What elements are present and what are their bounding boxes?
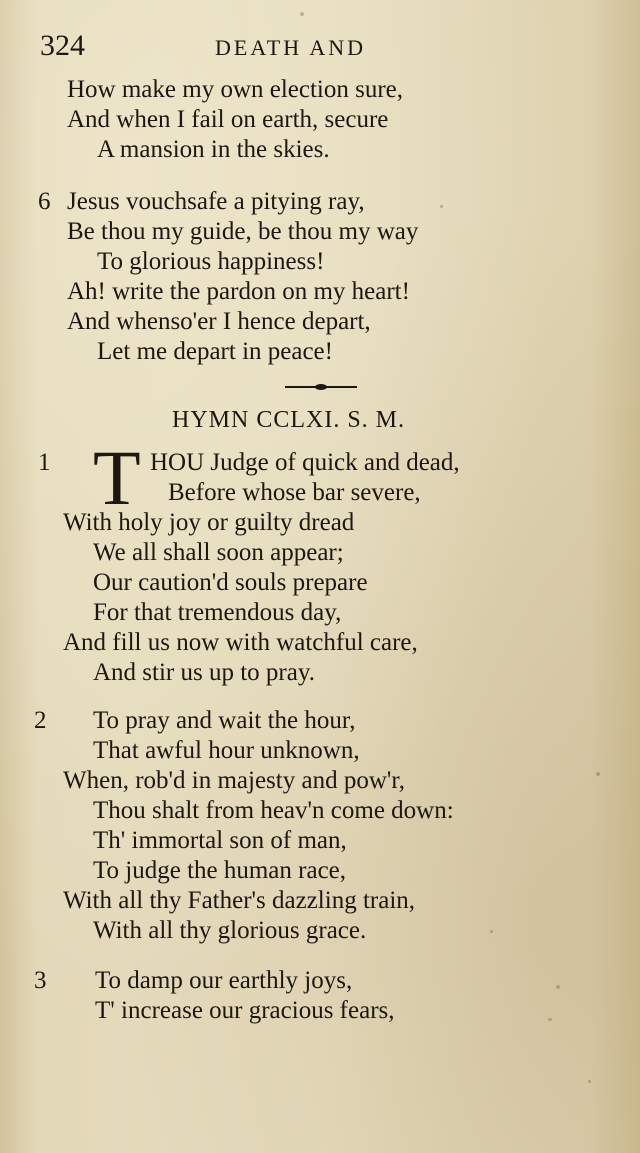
verse-line: Jesus vouchsafe a pitying ray,	[67, 188, 365, 215]
verse-line: Let me depart in peace!	[97, 338, 333, 365]
stanza-number: 1	[38, 449, 51, 476]
ink-spot	[548, 1018, 552, 1021]
verse-line: And stir us up to pray.	[93, 659, 315, 686]
page-header	[0, 28, 640, 68]
verse-line: And when I fail on earth, secure	[67, 106, 389, 133]
verse-line: T' increase our gracious fears,	[95, 997, 395, 1024]
drop-cap: T	[93, 434, 141, 521]
verse-line: Ah! write the pardon on my heart!	[67, 278, 410, 305]
verse-line: That awful hour unknown,	[93, 737, 360, 764]
ink-spot	[300, 12, 304, 16]
stanza-number: 2	[34, 707, 47, 734]
verse-line: With all thy Father's dazzling train,	[63, 887, 416, 914]
ink-spot	[588, 1080, 591, 1083]
stanza-number: 6	[38, 188, 51, 215]
verse-line: And whenso'er I hence depart,	[67, 308, 371, 335]
verse-line: Thou shalt from heav'n come down:	[93, 797, 454, 824]
verse-line: When, rob'd in majesty and pow'r,	[63, 767, 405, 794]
ink-spot	[440, 205, 443, 208]
ink-spot	[490, 930, 493, 933]
verse-line: For that tremendous day,	[93, 599, 342, 626]
verse-line: How make my own election sure,	[67, 76, 404, 103]
verse-line: A mansion in the skies.	[97, 136, 330, 163]
verse-line: With all thy glorious grace.	[93, 917, 367, 944]
ink-spot	[556, 985, 560, 989]
running-head: DEATH AND	[215, 35, 367, 60]
page-number: 324	[40, 29, 85, 62]
ink-spot	[596, 772, 600, 776]
hymn-title: HYMN CCLXI. S. M.	[172, 407, 406, 433]
verse-line: Before whose bar severe,	[168, 479, 421, 506]
verse-line: We all shall soon appear;	[93, 539, 344, 566]
stanza-number: 3	[34, 967, 47, 994]
verse-line: To damp our earthly joys,	[95, 967, 353, 994]
verse-line: Our caution'd souls prepare	[93, 569, 368, 596]
verse-line: Th' immortal son of man,	[93, 827, 347, 854]
verse-line: HOU Judge of quick and dead,	[150, 449, 460, 476]
verse-line: With holy joy or guilty dread	[63, 509, 355, 536]
verse-line: And fill us now with watchful care,	[63, 629, 418, 656]
divider-ornament	[315, 384, 327, 390]
verse-line: To judge the human race,	[93, 857, 347, 884]
verse-line: To glorious happiness!	[97, 248, 325, 275]
verse-line: Be thou my guide, be thou my way	[67, 218, 419, 245]
section-divider	[285, 385, 357, 389]
verse-line: To pray and wait the hour,	[93, 707, 356, 734]
